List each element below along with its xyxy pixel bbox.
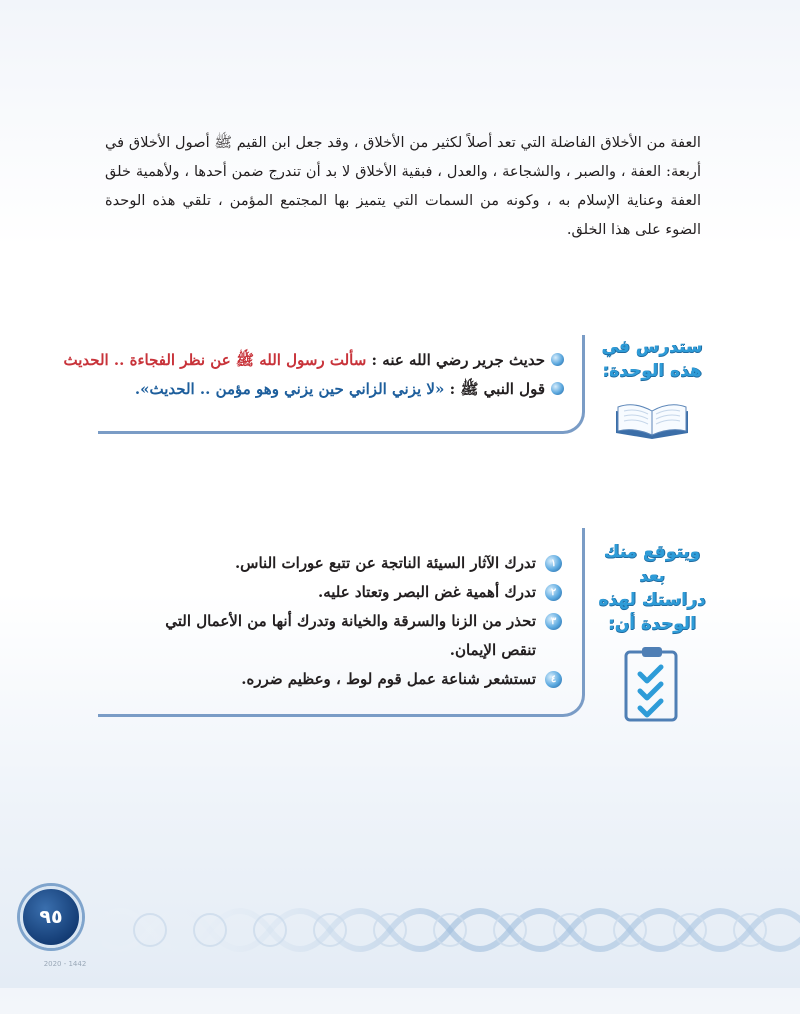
lessons-list xyxy=(63,346,564,404)
goal-text: تدرك أهمية غض البصر وتعتاد عليه. xyxy=(318,583,536,601)
stamp-year: 2020 - 1442 xyxy=(43,960,87,968)
goal-item-3 xyxy=(102,607,562,665)
page-number: ٩٥ xyxy=(20,886,82,948)
goal-text-continued: تنقص الإيمان. xyxy=(449,641,536,659)
lesson-item-1 xyxy=(63,346,564,375)
goal-text: تحذر من الزنا والسرقة والخيانة وتدرك أنها من الأعمال التي xyxy=(165,612,536,630)
lessons-label xyxy=(590,335,714,455)
lesson-prefix: قول النبي ﷺ : xyxy=(449,380,545,398)
goals-title-line1: ويتوقع منك بعد xyxy=(603,542,701,586)
goal-number: ٣ xyxy=(545,613,562,630)
goals-title-line2: دراستك لهذه xyxy=(598,590,706,610)
ornament-band xyxy=(0,872,800,988)
goal-text: تدرك الآثار السيئة الناتجة عن تتبع عورات الناس. xyxy=(234,554,536,572)
intro-text: العفة من الأخلاق الفاضلة التي تعد أصلاً لكثير من الأخلاق ، وقد جعل ابن القيم ﷺ أصول الأخلاق في أربعة: العفة ، والصبر ، والشجاعة ، والعدل ، فبقية الأخلاق لا بد أن تندرج ضمن أحدها ، ولأهمية خلق العفة وعناية الإسلام به ، وكونه من السمات التي يتميز بها المجتمع المؤمن ، تلقي هذه الوحدة الضوء على هذا الخلق. xyxy=(105,134,701,238)
goals-label xyxy=(590,540,714,716)
lesson-highlight: سألت رسول الله ﷺ عن نظر الفجاءة .. الحديث xyxy=(63,351,367,369)
intro-paragraph xyxy=(105,128,701,244)
lesson-prefix: حديث جرير رضي الله عنه : xyxy=(371,351,545,369)
bullet-icon xyxy=(551,382,564,395)
goal-item-2 xyxy=(102,578,562,607)
goals-list xyxy=(102,549,562,694)
goal-item-4 xyxy=(102,665,562,694)
checklist-icon xyxy=(620,644,684,724)
goal-text: تستشعر شناعة عمل قوم لوط ، وعظيم ضرره. xyxy=(241,670,536,688)
lesson-highlight: «لا يزني الزاني حين يزني وهو مؤمن .. الحديث». xyxy=(134,380,445,398)
goal-number: ٤ xyxy=(545,671,562,688)
open-book-icon xyxy=(612,397,692,441)
goals-title-line3: الوحدة أن: xyxy=(607,614,697,634)
goal-item-1 xyxy=(102,549,562,578)
goal-number: ١ xyxy=(545,555,562,572)
goal-number: ٢ xyxy=(545,584,562,601)
lesson-item-2 xyxy=(94,375,564,404)
lessons-title-line1: ستدرس في xyxy=(601,337,703,357)
bullet-icon xyxy=(551,353,564,366)
lessons-title-line2: هذه الوحدة: xyxy=(602,361,702,381)
